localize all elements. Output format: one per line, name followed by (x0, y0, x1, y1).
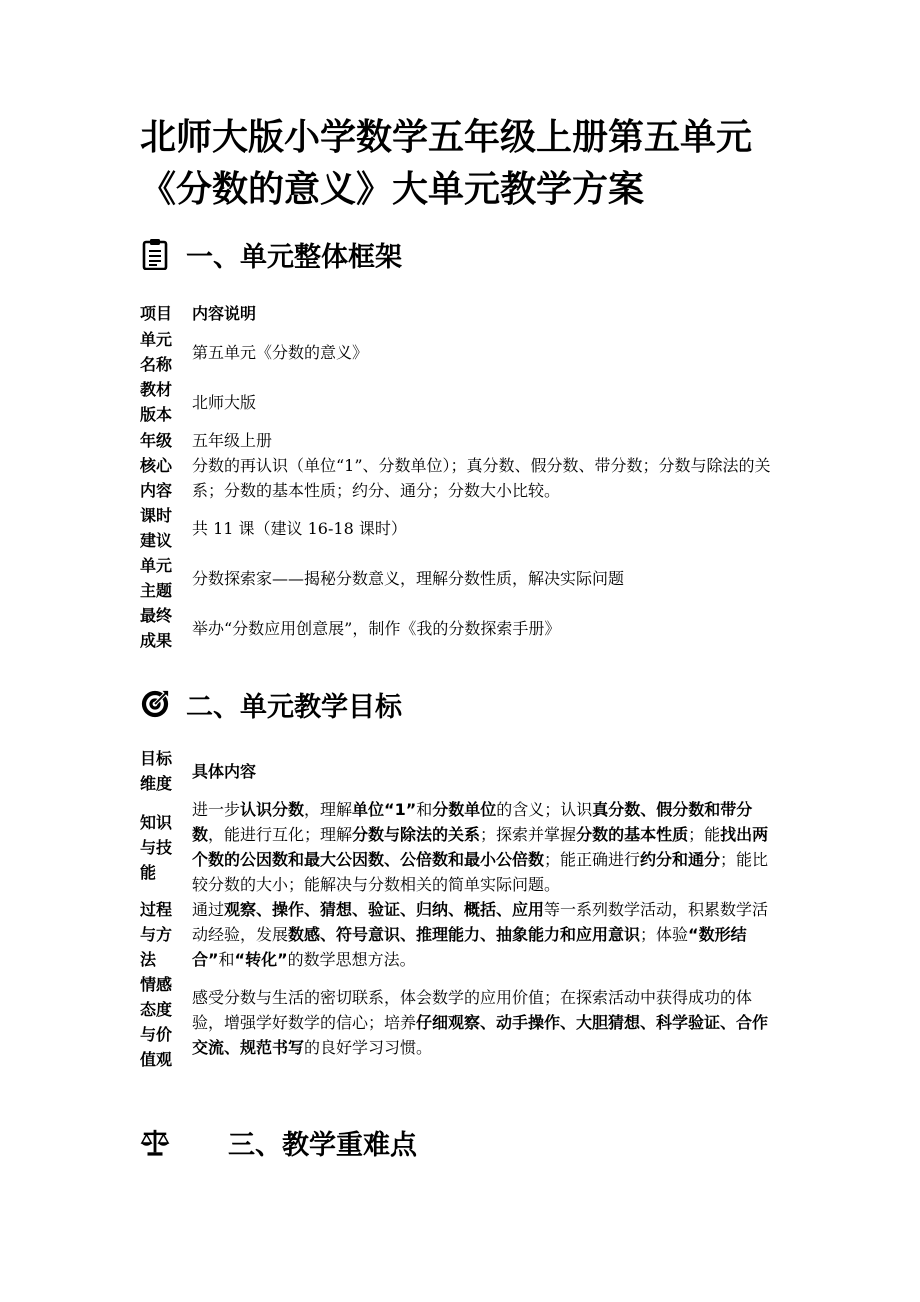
text-phrase: 和 (416, 800, 433, 819)
section-3-heading (140, 1120, 417, 1164)
bold-phrase: 分数单位 (432, 800, 497, 819)
section-2-heading (140, 682, 402, 726)
bold-phrase: 观察、操作、猜想、验证、归纳、概括、应用 (224, 900, 545, 919)
row-key: 教材版本 (140, 380, 173, 424)
row-key: 课时建议 (140, 506, 173, 550)
table-row (140, 377, 780, 427)
row-value: 五年级上册 (192, 430, 273, 450)
text-phrase: 等一系列数学活动，积累数学活动经验，发展 (192, 900, 769, 944)
row-value: 分数探索家——揭秘分数意义，理解分数性质，解决实际问题 (192, 568, 625, 588)
bold-phrase: 数感、符号意识、推理能力、抽象能力和应用意识 (288, 925, 641, 944)
header-key: 项目 (140, 303, 173, 323)
table-row (140, 453, 780, 503)
row-value (192, 972, 780, 1072)
text-phrase: ；能 (688, 825, 721, 844)
header-value: 具体内容 (192, 761, 257, 781)
bold-phrase: 认识分数 (240, 800, 305, 819)
teaching-goals-table (140, 745, 780, 1072)
text-phrase: ，理解 (304, 800, 353, 819)
clipboard-icon (140, 237, 170, 271)
bold-phrase: 分数的基本性质 (576, 825, 689, 844)
row-key: 知识与技能 (140, 812, 173, 882)
row-key: 核心内容 (140, 456, 173, 500)
row-value: 共 11 课（建议 16-18 课时） (192, 518, 407, 538)
text-phrase: ；能比较分数的大小；能解决与分数相关的简单实际问题。 (192, 850, 769, 894)
table-row (140, 603, 780, 653)
document-title (140, 112, 840, 216)
table-header-row (140, 745, 780, 797)
text-phrase: 通过 (192, 900, 225, 919)
target-icon (140, 687, 170, 721)
row-value: 北师大版 (192, 392, 257, 412)
section-2-title: 二、单元教学目标 (186, 691, 402, 723)
row-value: 分数的再认识（单位“1”、分数单位）；真分数、假分数、带分数；分数与除法的关系；分数的基本性质；约分、通分；分数大小比较。 (192, 456, 771, 500)
text-phrase: 的良好学习习惯。 (304, 1037, 433, 1057)
bold-phrase: 找出两个数的公因数和最大公因数、公倍数和最小公倍数 (192, 825, 769, 869)
bold-phrase: “数形结合” (192, 925, 747, 969)
row-value: 第五单元《分数的意义》 (192, 342, 369, 362)
header-value: 内容说明 (192, 303, 257, 323)
table-row (140, 427, 780, 453)
text-phrase: 和 (218, 950, 235, 969)
text-phrase: ；体验 (640, 925, 689, 944)
row-key: 年级 (140, 430, 173, 450)
bold-phrase: 单位“1” (352, 800, 417, 819)
row-key: 过程与方法 (140, 900, 173, 969)
bold-phrase: 分数与除法的关系 (352, 825, 481, 844)
bold-phrase: 真分数、假分数和带分数 (192, 800, 753, 844)
table-row (140, 797, 780, 897)
table-row (140, 972, 780, 1072)
title-line-1: 北师大版小学数学五年级上册第五单元 (140, 117, 753, 158)
text-phrase: ；探索并掌握 (480, 825, 577, 844)
row-key: 最终成果 (140, 606, 173, 650)
table-row (140, 897, 780, 972)
table-header-row (140, 299, 780, 327)
section-1-heading (140, 232, 402, 276)
text-phrase: 的含义；认识 (496, 800, 593, 819)
section-3-title: 三、教学重难点 (228, 1129, 417, 1161)
text-phrase: 的数学思想方法。 (287, 950, 416, 969)
bold-phrase: “转化” (234, 950, 288, 969)
row-value: 举办“分数应用创意展”，制作《我的分数探索手册》 (192, 618, 561, 638)
table-row (140, 503, 780, 553)
table-row (140, 553, 780, 603)
row-key: 单元名称 (140, 330, 173, 374)
row-key: 单元主题 (140, 556, 173, 600)
row-key: 情感态度与价值观 (140, 975, 173, 1069)
text-phrase: ，能进行互化；理解 (208, 825, 353, 844)
row-value (192, 897, 780, 972)
unit-framework-table (140, 299, 780, 653)
text-phrase: ；能正确进行 (544, 850, 641, 869)
scales-icon (140, 1125, 170, 1159)
bold-phrase: 约分和通分 (640, 850, 721, 869)
row-value (192, 797, 780, 897)
title-line-2: 《分数的意义》大单元教学方案 (140, 169, 645, 210)
header-key: 目标维度 (140, 749, 173, 793)
section-1-title: 一、单元整体框架 (186, 241, 402, 273)
text-phrase: 进一步 (192, 800, 241, 819)
bold-phrase: 仔细观察、动手操作、大胆猜想、科学验证、合作交流、规范书写 (192, 1012, 769, 1057)
table-row (140, 327, 780, 377)
text-phrase: 感受分数与生活的密切联系，体会数学的应用价值；在探索活动中获得成功的体验，增强学好数学的信心；培养 (192, 987, 753, 1032)
